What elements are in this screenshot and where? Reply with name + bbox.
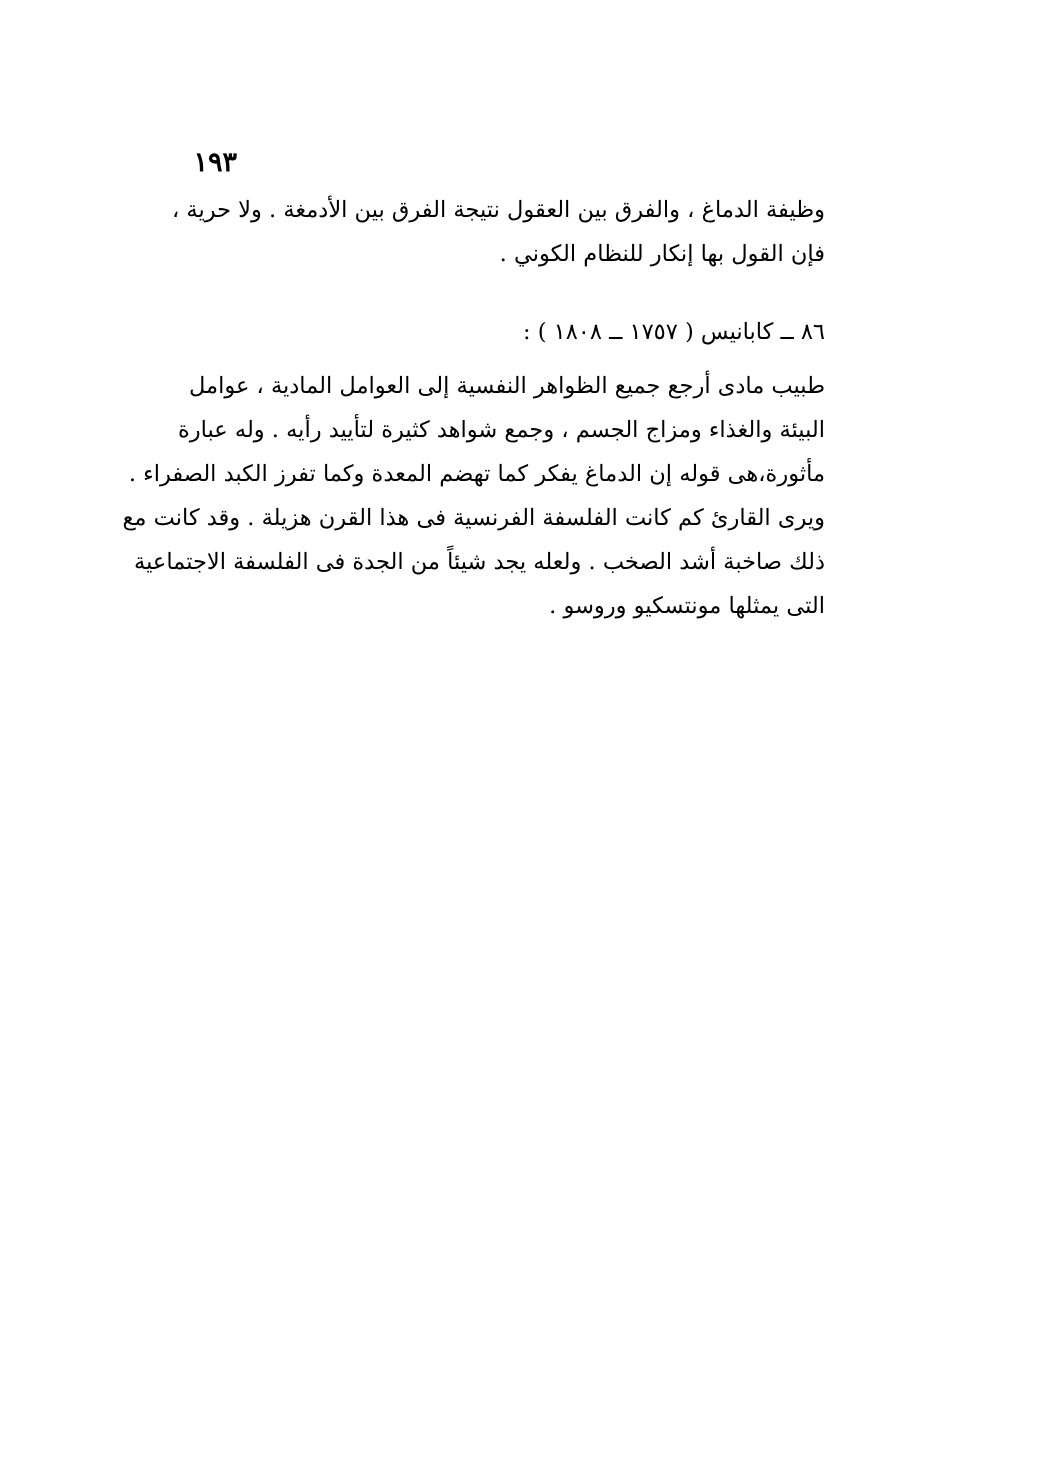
page-number: ١٩٣ bbox=[193, 147, 237, 178]
text-line: طبيب مادى أرجع جميع الظواهر النفسية إلى العوامل المادية ، عوامل bbox=[189, 373, 825, 399]
paragraph-continuation bbox=[171, 188, 825, 276]
text-line: البيئة والغذاء ومزاج الجسم ، وجمع شواهد كثيرة لتأييد رأيه . وله عبارة bbox=[178, 417, 825, 443]
text-line: فإن القول بها إنكار للنظام الكوني . bbox=[499, 241, 825, 267]
text-line: التى يمثلها مونتسكيو وروسو . bbox=[549, 593, 825, 619]
text-line: ذلك صاخبة أشد الصخب . ولعله يجد شيئاً من الجدة فى الفلسفة الاجتماعية bbox=[134, 549, 825, 575]
paragraph-body bbox=[122, 364, 825, 628]
text-line: ويرى القارئ كم كانت الفلسفة الفرنسية فى هذا القرن هزيلة . وقد كانت مع bbox=[122, 505, 825, 531]
section-heading: ٨٦ ــ كابانيس ( ١٧٥٧ ــ ١٨٠٨ ) : bbox=[522, 319, 825, 345]
text-line: وظيفة الدماغ ، والفرق بين العقول نتيجة الفرق بين الأدمغة . ولا حرية ، bbox=[171, 197, 825, 223]
text-line: مأثورة،هى قوله إن الدماغ يفكر كما تهضم المعدة وكما تفرز الكبد الصفراء . bbox=[128, 461, 825, 487]
page-body bbox=[122, 188, 825, 628]
paragraph-spacer bbox=[200, 276, 825, 310]
